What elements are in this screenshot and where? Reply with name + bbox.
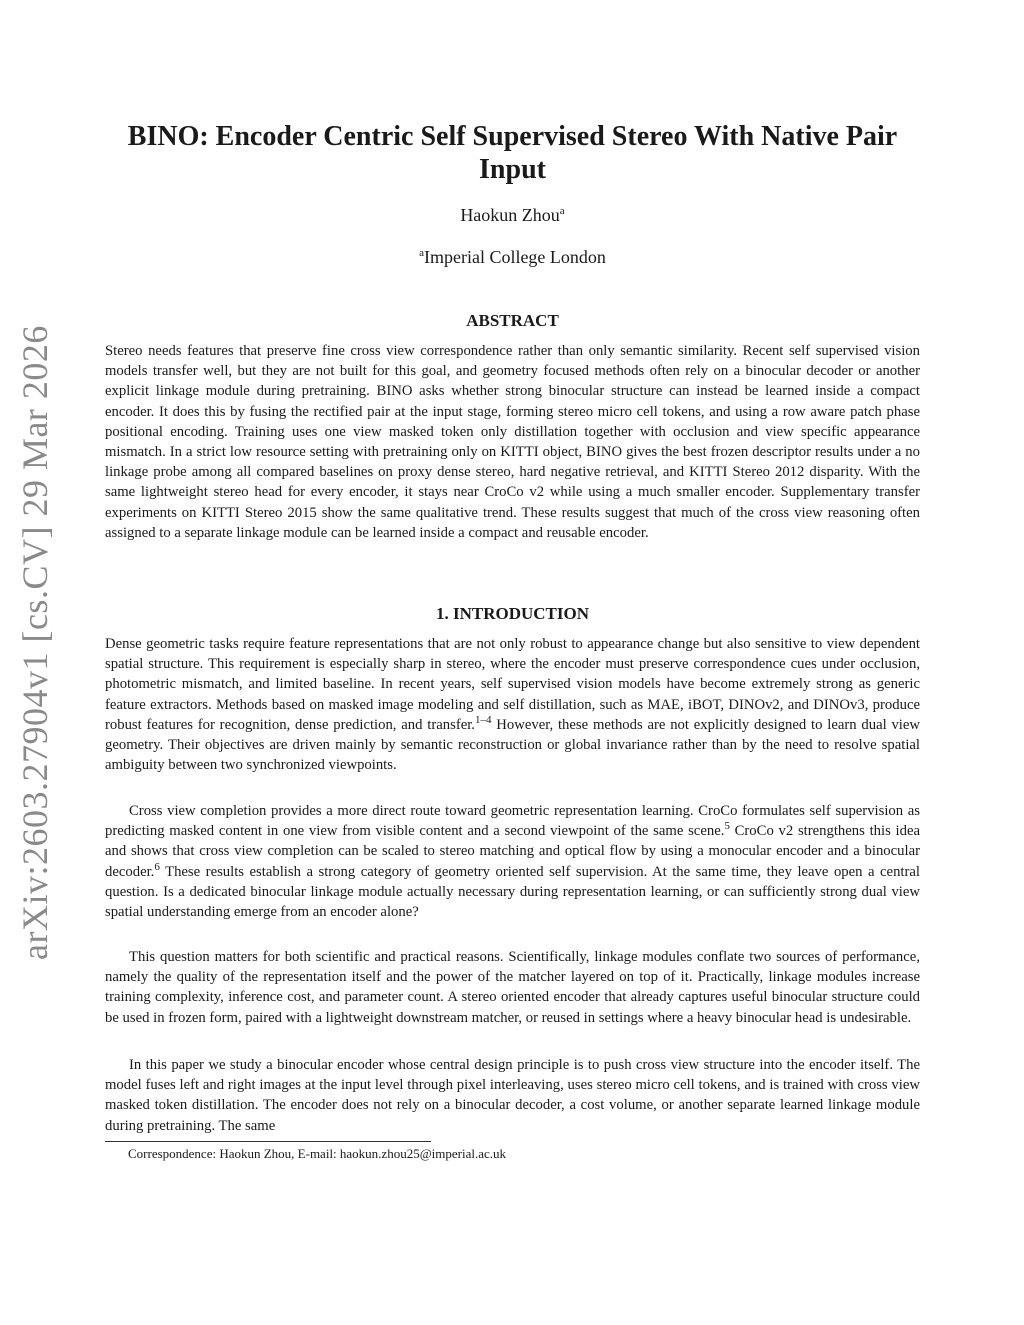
footnote-rule [105, 1141, 431, 1142]
abstract-heading: ABSTRACT [466, 311, 559, 330]
affiliation-mark: a [419, 247, 424, 259]
arxiv-identifier-stamp: arXiv:2603.27904v1 [cs.CV] 29 Mar 2026 [15, 325, 55, 960]
paragraph-text: Dense geometric tasks require feature representations that are not only robust to appearance change but also sensitive to view dependent spatial structure. This requirement is especially sharp in stereo, where the encoder must preserve correspondence cues under occlusion, photometric mismatch, and limited baseline. In recent years, self supervised vision models have become extremely strong as generic feature extractors. Methods based on masked image modeling and self distillation, such as MAE, iBOT, DINOv2, and DINOv3, produce robust features for recognition, dense prediction, and transfer. [105, 636, 920, 733]
citation-superscript: 6 [154, 860, 160, 873]
correspondence-footnote: Correspondence: Haokun Zhou, E-mail: haokun.zhou25@imperial.ac.uk [128, 1146, 507, 1161]
introduction-paragraph-1 [105, 634, 920, 775]
paragraph-text: However, these methods are not explicitly designed to learn dual view geometry. Their objectives are driven mainly by semantic reconstruction or global invariance rather than by the need to resolve spatial ambiguity between two synchronized viewpoints. [105, 716, 921, 774]
author-name: Haokun Zhou [460, 205, 560, 225]
affiliation-name: Imperial College London [423, 247, 606, 267]
introduction-heading: 1. INTRODUCTION [435, 604, 590, 623]
paragraph-text: Cross view completion provides a more direct route toward geometric representation learning. CroCo formulates self supervision as predicting masked content in one view from visible content and a second viewpoint of the same scene. [105, 803, 920, 840]
citation-superscript: 1–4 [474, 713, 492, 726]
author-affiliation-mark: a [559, 205, 565, 217]
introduction-paragraph-3: This question matters for both scientific and practical reasons. Scientifically, linkage modules conflate two sources of performance, namely the quality of the representation itself and the power of the matcher layered on top of it. Practically, linkage modules increase training complexity, inference cost, and parameter count. A stereo oriented encoder that already captures useful binocular structure could be used in frozen form, paired with a lightweight downstream matcher, or reused in settings where a heavy binocular head is undesirable. [105, 949, 920, 1026]
author-line [105, 205, 920, 226]
abstract-text: Stereo needs features that preserve fine cross view correspondence rather than only semantic similarity. Recent self supervised vision models transfer well, but they are not built for this goal, and geometry focused methods often rely on a binocular decoder or another explicit linkage module during pretraining. BINO asks whether strong binocular structure can instead be learned inside a compact encoder. It does this by fusing the rectified pair at the input stage, forming stereo micro cell tokens, and using a row aware patch phase positional encoding. Training uses one view masked token only distillation together with occlusion and view specific appearance mismatch. In a strict low resource setting with pretraining only on KITTI object, BINO gives the best frozen descriptor results under a no linkage probe among all compared baselines on proxy dense stereo, hard negative retrieval, and KITTI Stereo 2012 disparity. With the same lightweight stereo head for every encoder, it stays near CroCo v2 while using a much smaller encoder. Supplementary transfer experiments on KITTI Stereo 2015 show the same qualitative trend. These results suggest that much of the cross view reasoning often assigned to a separate linkage module can be learned inside a compact and reusable encoder. [105, 343, 920, 541]
affiliation-line [105, 247, 920, 268]
paper-title: BINO: Encoder Centric Self Supervised Stereo With Native Pair Input [127, 121, 898, 185]
introduction-paragraph-4: In this paper we study a binocular encoder whose central design principle is to push cross view structure into the encoder itself. The model fuses left and right images at the input level through pixel interleaving, uses stereo micro cell tokens, and is trained with cross view masked token distillation. The encoder does not rely on a binocular decoder, a cost volume, or another separate learned linkage module during pretraining. The same [105, 1057, 920, 1134]
citation-superscript: 5 [724, 820, 730, 833]
introduction-paragraph-2 [105, 801, 920, 922]
paragraph-text: CroCo v2 strengthens this idea and shows that cross view completion can be scaled to stereo matching and optical flow by using a monocular encoder and a binocular decoder. [105, 823, 920, 880]
paragraph-text: These results establish a strong category of geometry oriented self supervision. At the same time, they leave open a central question. Is a dedicated binocular linkage module actually necessary during representation learning, or can sufficiently strong dual view spatial understanding emerge from an encoder alone? [105, 863, 920, 921]
